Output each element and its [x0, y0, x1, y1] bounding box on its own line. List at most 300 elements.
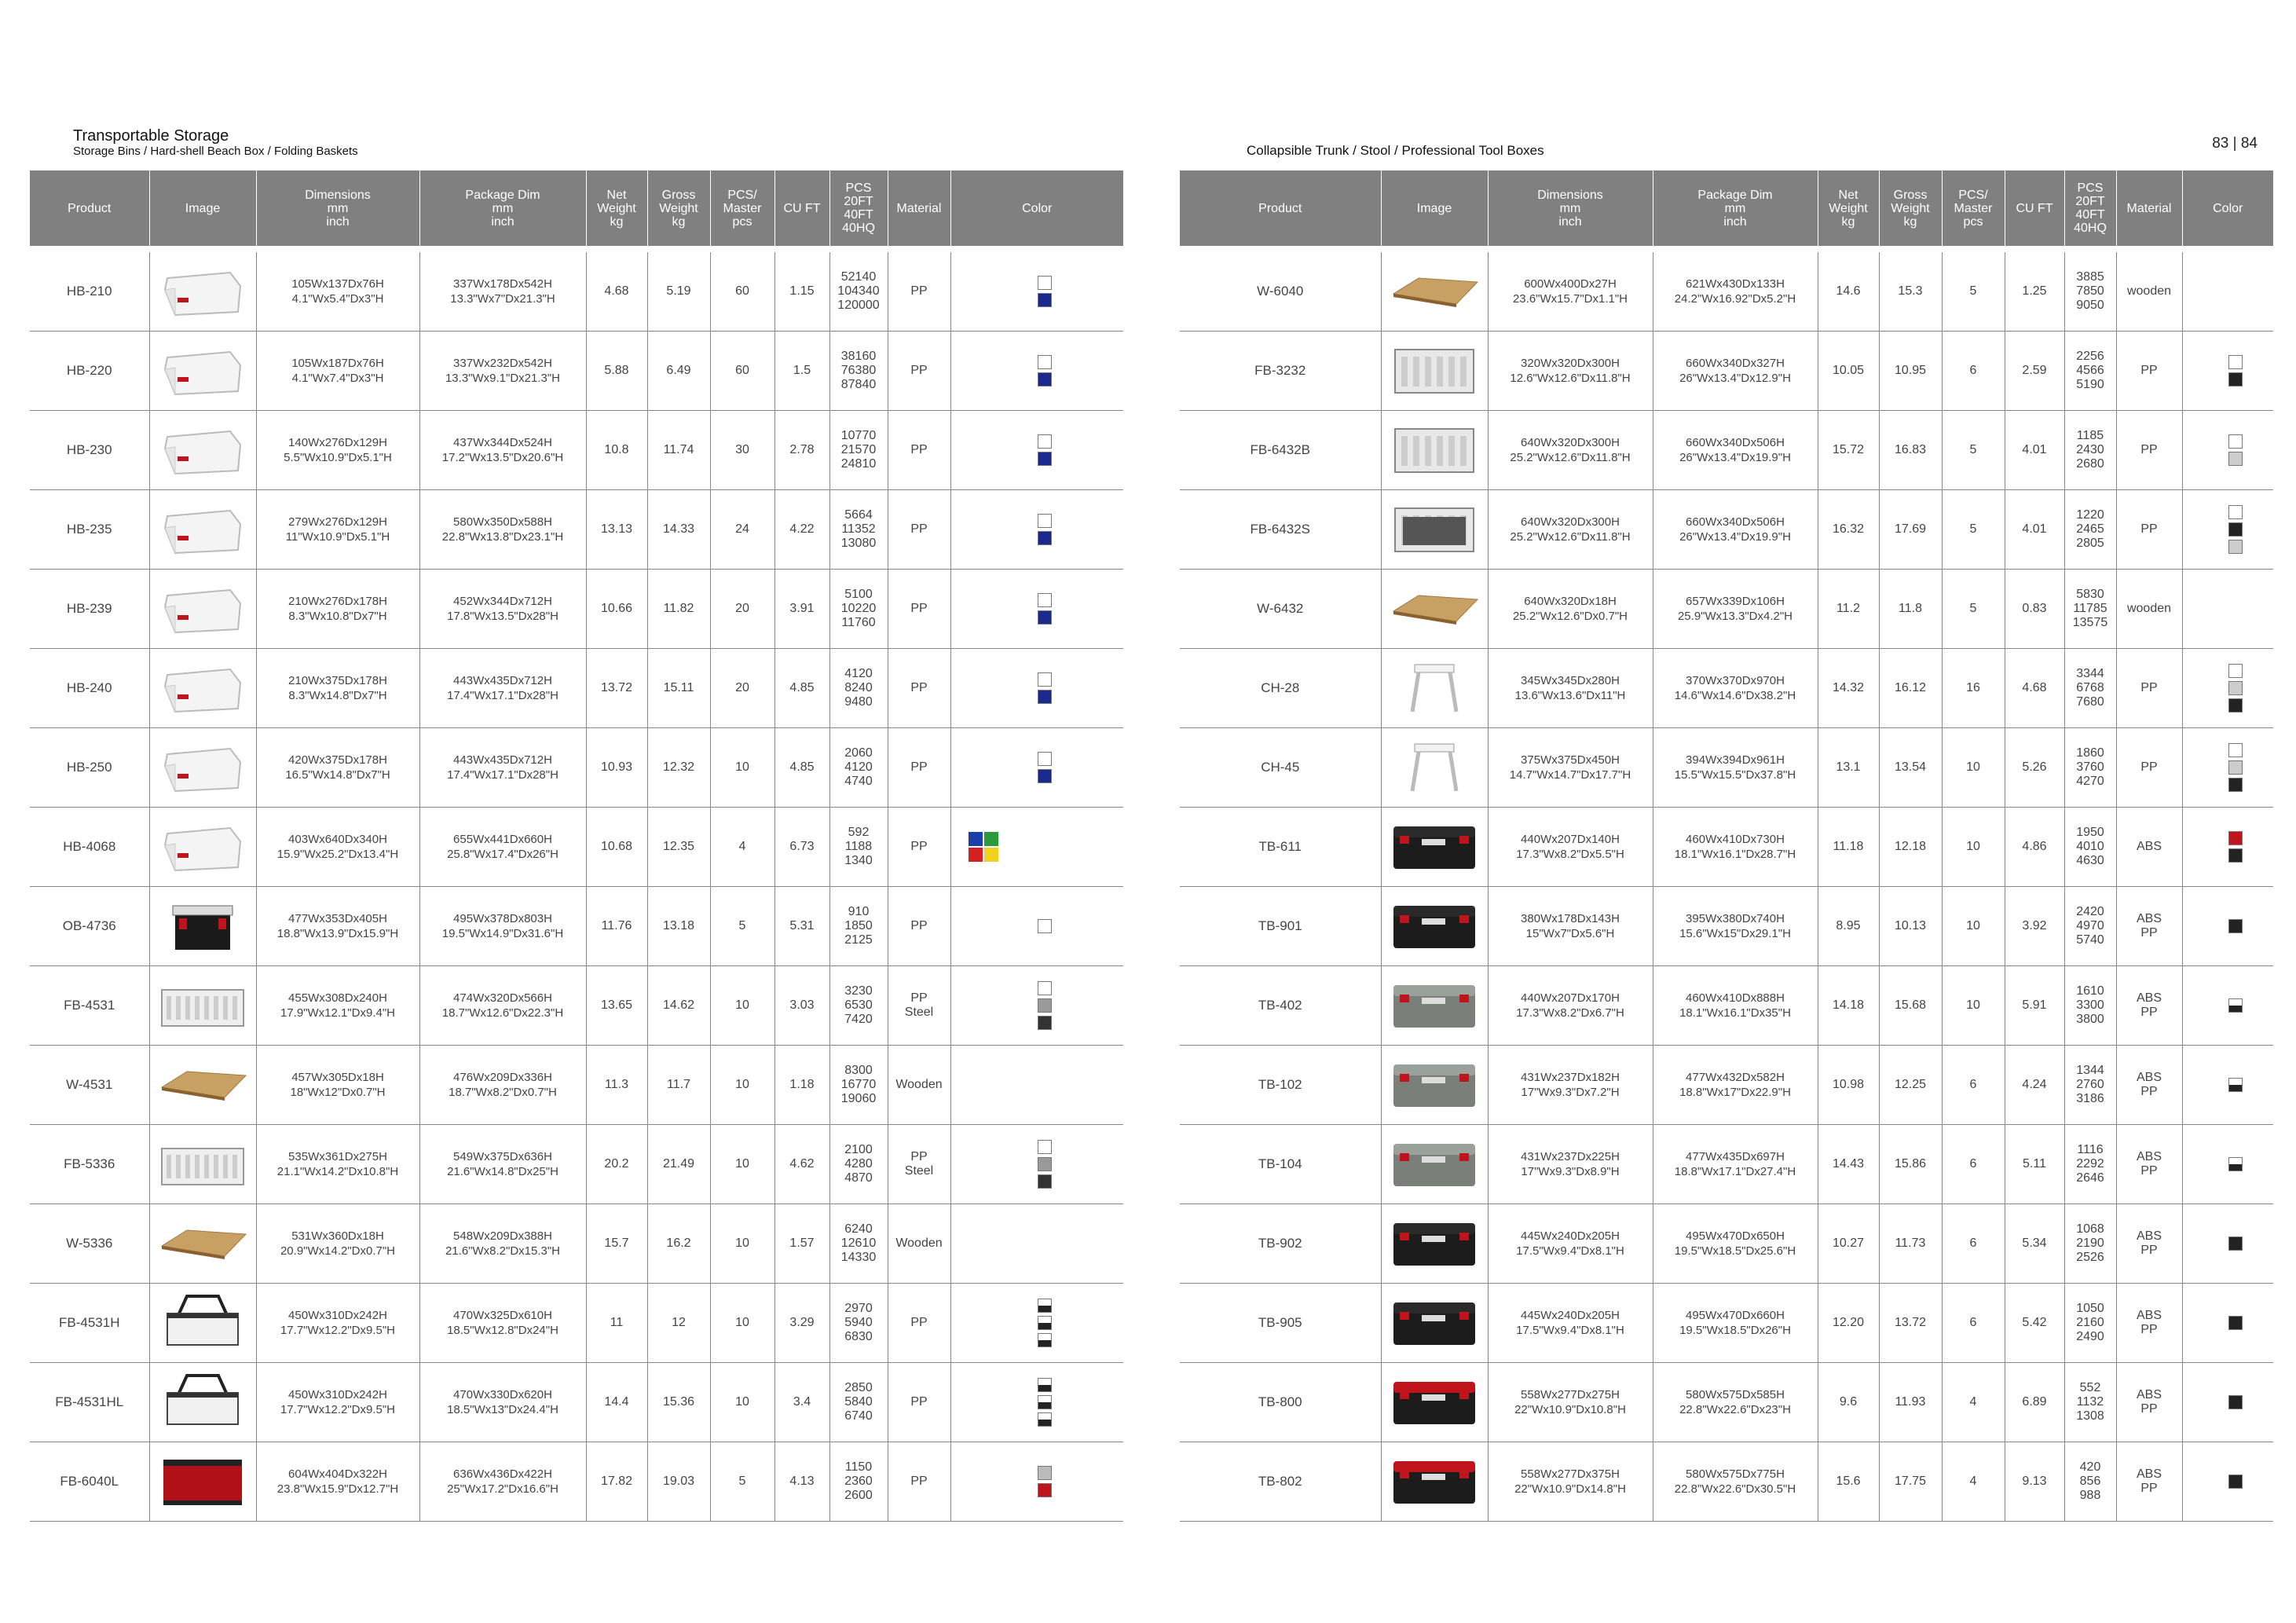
- dimensions-line: 440Wx207Dx170H: [1521, 991, 1620, 1005]
- pcs-container-line: 2465: [2076, 522, 2104, 536]
- wooden-lid-icon: [156, 1052, 250, 1115]
- pcs-container: [2064, 252, 2116, 332]
- color-cell: [2182, 252, 2273, 332]
- toolbox-black-icon: [1387, 893, 1481, 956]
- gross-weight: 14.62: [647, 966, 710, 1046]
- bin-large-white-icon: [156, 814, 250, 877]
- gross-weight: 13.18: [647, 887, 710, 966]
- table-row: [30, 1284, 1123, 1363]
- table-row: [30, 887, 1123, 966]
- table-row: [30, 808, 1123, 887]
- pcs-container-line: 3300: [2076, 998, 2104, 1012]
- pcs-container-line: 11785: [2073, 602, 2107, 615]
- package-dim-line: 660Wx340Dx327H: [1686, 357, 1785, 370]
- dimensions-line: 477Wx353Dx405H: [288, 912, 387, 925]
- pcs-container-line: 6530: [844, 998, 873, 1012]
- package-dim-line: 477Wx432Dx582H: [1686, 1071, 1785, 1084]
- table-row: [1180, 252, 2273, 332]
- product-code: TB-402: [1180, 966, 1381, 1046]
- material: [888, 1125, 950, 1204]
- color-swatch: [2228, 698, 2243, 713]
- material-line: Steel: [904, 1006, 934, 1019]
- dimensions-line: 431Wx237Dx225H: [1521, 1150, 1620, 1163]
- dimensions-line: 17.3"Wx8.2"Dx6.7"H: [1516, 1006, 1624, 1020]
- cuft: 1.18: [774, 1046, 829, 1125]
- pcs-container-line: 5840: [844, 1395, 873, 1409]
- package-dim: [419, 570, 586, 649]
- pcs-container-line: 552: [2079, 1381, 2101, 1394]
- package-dim-line: 22.8"Wx22.6"Dx23"H: [1679, 1403, 1791, 1416]
- package-dim-line: 26"Wx13.4"Dx19.9"H: [1679, 451, 1791, 464]
- pcs-master: 5: [1942, 570, 2005, 649]
- color-cell: [950, 649, 1123, 728]
- section-title: Collapsible Trunk / Stool / Professional Tool Boxes: [1247, 143, 1544, 158]
- pcs-container: [2064, 966, 2116, 1046]
- package-dim: [1653, 411, 1818, 490]
- pcs-container-line: 2430: [2076, 443, 2104, 456]
- gross-weight: 11.7: [647, 1046, 710, 1125]
- material-line: PP: [2140, 1402, 2158, 1416]
- cuft: 5.11: [2005, 1125, 2064, 1204]
- package-dim-line: 25.9"Wx13.3"Dx4.2"H: [1677, 610, 1793, 623]
- package-dim-line: 395Wx380Dx740H: [1686, 912, 1785, 925]
- dimensions: [256, 966, 419, 1046]
- material: [888, 1442, 950, 1522]
- dimensions-line: 640Wx320Dx300H: [1521, 515, 1620, 529]
- package-dim-line: 655Wx441Dx660H: [453, 833, 552, 846]
- col-net-weight: [586, 170, 647, 246]
- package-dim-line: 25.8"Wx17.4"Dx26"H: [447, 848, 558, 861]
- material-line: PP: [910, 681, 928, 694]
- material-line: ABS: [2136, 1388, 2162, 1401]
- dimensions: [256, 252, 419, 332]
- package-dim: [1653, 1204, 1818, 1284]
- material: [2116, 1046, 2182, 1125]
- material: [888, 1284, 950, 1363]
- cuft: 4.01: [2005, 411, 2064, 490]
- cuft: 1.15: [774, 252, 829, 332]
- color-cell: [950, 808, 1123, 887]
- material: [888, 252, 950, 332]
- package-dim-line: 26"Wx13.4"Dx12.9"H: [1679, 372, 1791, 385]
- material-line: PP: [910, 840, 928, 853]
- color-swatch: [2228, 831, 2243, 845]
- package-dim: [419, 649, 586, 728]
- dimensions-line: 431Wx237Dx182H: [1521, 1071, 1620, 1084]
- package-dim: [419, 252, 586, 332]
- net-weight: 20.2: [586, 1125, 647, 1204]
- col-dimensions-label: Dimensions: [1537, 188, 1603, 202]
- product-code: TB-802: [1180, 1442, 1381, 1522]
- pcs-container-line: 2060: [844, 746, 873, 760]
- pcs-container-line: 1950: [2076, 826, 2104, 839]
- material: [888, 966, 950, 1046]
- pcs-master: 10: [1942, 808, 2005, 887]
- color-cell: [950, 1204, 1123, 1284]
- table-row: [30, 252, 1123, 332]
- product-code: W-4531: [30, 1046, 149, 1125]
- product-image: [149, 570, 256, 649]
- col-dimensions: [256, 170, 419, 246]
- material-line: ABS: [2136, 1229, 2162, 1243]
- product-code: FB-6040L: [30, 1442, 149, 1522]
- pcs-container: [2064, 411, 2116, 490]
- col-color-label: Color: [1022, 201, 1053, 215]
- table-row: [1180, 1046, 2273, 1125]
- product-image: [149, 332, 256, 411]
- toolbox-grey-icon: [1387, 1131, 1481, 1194]
- dimensions: [256, 1046, 419, 1125]
- color-cell: [950, 1284, 1123, 1363]
- cuft: 3.4: [774, 1363, 829, 1442]
- pcs-container: [829, 332, 888, 411]
- col-image: [1381, 170, 1488, 246]
- pcs-master: 16: [1942, 649, 2005, 728]
- dimensions: [256, 332, 419, 411]
- pcs-container-line: 1860: [2076, 746, 2104, 760]
- dimensions-line: 15.9"Wx25.2"Dx13.4"H: [276, 848, 399, 861]
- color-swatch: [2228, 1316, 2243, 1330]
- package-dim: [419, 490, 586, 570]
- color-swatches: [953, 980, 1122, 1031]
- pcs-container-line: 3344: [2076, 667, 2104, 680]
- material: [2116, 649, 2182, 728]
- pcs-container-line: 87840: [840, 378, 877, 391]
- package-dim: [419, 1125, 586, 1204]
- product-image: [1381, 570, 1488, 649]
- pcs-container-line: 4120: [844, 667, 873, 680]
- color-swatches: [953, 433, 1122, 467]
- package-dim-line: 19.5"Wx18.5"Dx25.6"H: [1674, 1244, 1796, 1258]
- table-row: [30, 1125, 1123, 1204]
- col-pcs-label: 40FT: [2075, 208, 2105, 222]
- gross-weight: 12.18: [1879, 808, 1942, 887]
- material: [888, 1204, 950, 1284]
- material: [888, 1046, 950, 1125]
- dimensions-line: 457Wx305Dx18H: [291, 1071, 384, 1084]
- material-line: PP: [2140, 1085, 2158, 1098]
- cuft: 3.03: [774, 966, 829, 1046]
- pcs-container-line: 1068: [2076, 1222, 2104, 1236]
- gross-weight: 5.19: [647, 252, 710, 332]
- product-code: HB-210: [30, 252, 149, 332]
- material: [2116, 1125, 2182, 1204]
- material: [2116, 1363, 2182, 1442]
- pcs-master: 5: [710, 887, 774, 966]
- net-weight: 10.05: [1818, 332, 1879, 411]
- table-row: [30, 1046, 1123, 1125]
- table-row: [1180, 966, 2273, 1046]
- color-swatch: [1038, 610, 1052, 625]
- toolbox-red-icon: [1387, 1449, 1481, 1511]
- pcs-container-line: 7680: [2076, 695, 2104, 709]
- package-dim: [1653, 252, 1818, 332]
- color-swatch: [1038, 452, 1052, 466]
- cuft: 4.86: [2005, 808, 2064, 887]
- pcs-container-line: 2256: [2076, 350, 2104, 363]
- table-row: [1180, 570, 2273, 649]
- color-swatch: [1038, 752, 1052, 766]
- color-cell: [2182, 411, 2273, 490]
- net-weight: 11.2: [1818, 570, 1879, 649]
- product-image: [1381, 332, 1488, 411]
- product-image: [1381, 1125, 1488, 1204]
- col-pcs-label: 40HQ: [842, 222, 875, 235]
- color-swatches: [2184, 1473, 2272, 1490]
- color-swatches: [2184, 997, 2272, 1014]
- net-weight: 13.65: [586, 966, 647, 1046]
- dimensions-line: 8.3"Wx14.8"Dx7"H: [288, 689, 387, 702]
- material-line: PP: [910, 1150, 928, 1163]
- cuft: 4.13: [774, 1442, 829, 1522]
- material-line: ABS: [2136, 1309, 2162, 1322]
- net-weight: 13.1: [1818, 728, 1879, 808]
- col-pcs-master: [1942, 170, 2005, 246]
- pcs-container-line: 3760: [2076, 760, 2104, 774]
- table-row: [1180, 332, 2273, 411]
- dimensions: [1488, 1046, 1653, 1125]
- color-swatch: [984, 832, 998, 846]
- material: [888, 570, 950, 649]
- package-dim-line: 24.2"Wx16.92"Dx5.2"H: [1674, 292, 1796, 306]
- pcs-container-line: 5940: [844, 1316, 873, 1329]
- package-dim: [419, 728, 586, 808]
- pcs-container-line: 4970: [2076, 919, 2104, 932]
- col-dimensions-label: mm: [327, 201, 349, 215]
- toolbox-black-icon: [1387, 1211, 1481, 1273]
- package-dim: [1653, 1125, 1818, 1204]
- product-image: [149, 1442, 256, 1522]
- color-swatches: [2184, 433, 2272, 467]
- col-material: [888, 170, 950, 246]
- product-code: TB-102: [1180, 1046, 1381, 1125]
- cuft: 5.42: [2005, 1284, 2064, 1363]
- package-dim: [419, 808, 586, 887]
- material-line: ABS: [2136, 1467, 2162, 1481]
- product-code: FB-4531HL: [30, 1363, 149, 1442]
- dimensions: [256, 570, 419, 649]
- color-cell: [950, 1442, 1123, 1522]
- pcs-container-line: 10770: [840, 429, 877, 442]
- pcs-container: [829, 808, 888, 887]
- pcs-master: 4: [710, 808, 774, 887]
- material: [888, 411, 950, 490]
- col-pcs: [829, 170, 888, 246]
- color-swatch: [1038, 1378, 1052, 1392]
- net-weight: 10.27: [1818, 1204, 1879, 1284]
- spacer-row: [1180, 246, 2273, 252]
- col-package-dim-label: inch: [491, 214, 514, 229]
- product-code: FB-5336: [30, 1125, 149, 1204]
- package-dim: [419, 332, 586, 411]
- dimensions-line: 17.5"Wx9.4"Dx8.1"H: [1516, 1324, 1624, 1337]
- cuft: 5.31: [774, 887, 829, 966]
- package-dim-line: 495Wx378Dx803H: [453, 912, 552, 925]
- material: [2116, 1284, 2182, 1363]
- pcs-container-line: 24810: [840, 457, 877, 471]
- pcs-container-line: 1050: [2076, 1302, 2104, 1315]
- material-line: Wooden: [895, 1078, 943, 1091]
- product-code: FB-6432B: [1180, 411, 1381, 490]
- pcs-container-line: 11352: [841, 522, 876, 536]
- product-image: [1381, 808, 1488, 887]
- table-row: [30, 332, 1123, 411]
- color-cell: [950, 1363, 1123, 1442]
- product-code: W-5336: [30, 1204, 149, 1284]
- net-weight: 5.88: [586, 332, 647, 411]
- color-swatch: [1038, 593, 1052, 607]
- color-swatches: [953, 354, 1122, 388]
- pcs-container-line: 6240: [844, 1222, 873, 1236]
- cuft: 4.85: [774, 649, 829, 728]
- dimensions-line: 17.3"Wx8.2"Dx5.5"H: [1516, 848, 1624, 861]
- pcs-container: [2064, 808, 2116, 887]
- dimensions: [1488, 332, 1653, 411]
- product-code: FB-4531H: [30, 1284, 149, 1363]
- pcs-master: 24: [710, 490, 774, 570]
- color-grid: [953, 832, 1122, 862]
- gross-weight: 11.8: [1879, 570, 1942, 649]
- pcs-container: [2064, 332, 2116, 411]
- package-dim: [1653, 728, 1818, 808]
- pcs-container-line: 7850: [2076, 284, 2104, 298]
- pcs-container-line: 5830: [2076, 588, 2104, 601]
- color-cell: [2182, 649, 2273, 728]
- color-swatch: [1038, 293, 1052, 307]
- material-line: PP: [910, 602, 928, 615]
- color-swatch: [2228, 355, 2243, 369]
- col-pcs-label: 20FT: [844, 195, 873, 208]
- pcs-container-line: 1188: [844, 840, 873, 853]
- color-swatch: [2228, 1475, 2243, 1489]
- dimensions: [1488, 411, 1653, 490]
- col-gross-weight-label: Gross: [1893, 188, 1928, 202]
- table-header: [1180, 170, 2273, 246]
- pcs-container: [829, 411, 888, 490]
- dimensions-line: 17.7"Wx12.2"Dx9.5"H: [280, 1403, 396, 1416]
- pcs-master: 5: [1942, 490, 2005, 570]
- dimensions-line: 17.7"Wx12.2"Dx9.5"H: [280, 1324, 396, 1337]
- package-dim-line: 18.5"Wx13"Dx24.4"H: [447, 1403, 558, 1416]
- dimensions-line: 17.9"Wx12.1"Dx9.4"H: [280, 1006, 396, 1020]
- pcs-container-line: 420: [2079, 1460, 2101, 1474]
- pcs-container-line: 3230: [844, 984, 873, 998]
- pcs-master: 5: [1942, 411, 2005, 490]
- color-swatch: [2228, 452, 2243, 466]
- gross-weight: 15.3: [1879, 252, 1942, 332]
- material-line: PP: [2140, 364, 2158, 377]
- pcs-container: [829, 728, 888, 808]
- col-image-label: Image: [1416, 201, 1452, 215]
- package-dim-line: 477Wx435Dx697H: [1686, 1150, 1785, 1163]
- package-dim: [1653, 1442, 1818, 1522]
- table-row: [1180, 1363, 2273, 1442]
- product-image: [149, 966, 256, 1046]
- package-dim-line: 18.8"Wx17"Dx22.9"H: [1679, 1086, 1791, 1099]
- dimensions-line: 4.1"Wx7.4"Dx3"H: [291, 372, 384, 385]
- gross-weight: 6.49: [647, 332, 710, 411]
- dimensions-line: 210Wx276Dx178H: [288, 595, 387, 608]
- color-swatch: [2228, 681, 2243, 695]
- package-dim-line: 452Wx344Dx712H: [453, 595, 552, 608]
- color-swatches: [2184, 1314, 2272, 1332]
- pcs-container-line: 5100: [844, 588, 873, 601]
- net-weight: 11.18: [1818, 808, 1879, 887]
- color-swatch: [1038, 1333, 1052, 1347]
- col-package-dim-label: Package Dim: [465, 188, 540, 202]
- pcs-master: 6: [1942, 1204, 2005, 1284]
- color-swatches: [2184, 830, 2272, 864]
- toolbox-red-icon: [1387, 1369, 1481, 1432]
- color-swatch: [1038, 355, 1052, 369]
- pcs-container: [2064, 649, 2116, 728]
- product-image: [1381, 649, 1488, 728]
- color-swatches: [953, 274, 1122, 309]
- material-line: ABS: [2136, 912, 2162, 925]
- dimensions-line: 20.9"Wx14.2"Dx0.7"H: [280, 1244, 396, 1258]
- net-weight: 14.4: [586, 1363, 647, 1442]
- pcs-container-line: 2420: [2076, 905, 2104, 918]
- col-dimensions-label: inch: [1558, 214, 1582, 229]
- product-code: HB-250: [30, 728, 149, 808]
- col-gross-weight-label: Gross: [661, 188, 696, 202]
- material-line: PP: [2140, 1482, 2158, 1495]
- dimensions: [1488, 490, 1653, 570]
- color-cell: [2182, 332, 2273, 411]
- toolbox-black-icon: [1387, 1290, 1481, 1353]
- material-line: PP: [910, 760, 928, 774]
- package-dim-line: 22.8"Wx13.8"Dx23.1"H: [441, 530, 564, 544]
- col-net-weight-label: Net: [1838, 188, 1858, 202]
- package-dim-line: 18.8"Wx17.1"Dx27.4"H: [1674, 1165, 1796, 1178]
- dimensions-line: 450Wx310Dx242H: [288, 1388, 387, 1401]
- col-package-dim: [1653, 170, 1818, 246]
- material: [2116, 411, 2182, 490]
- color-swatches: [953, 918, 1122, 935]
- table-body: [1180, 246, 2273, 1522]
- dimensions-line: 600Wx400Dx27H: [1524, 277, 1617, 291]
- dimensions-line: 25.2"Wx12.6"Dx11.8"H: [1510, 530, 1631, 544]
- dimensions-line: 140Wx276Dx129H: [288, 436, 387, 449]
- net-weight: 10.98: [1818, 1046, 1879, 1125]
- package-dim-line: 21.6"Wx8.2"Dx15.3"H: [445, 1244, 561, 1258]
- trunk-small-icon: [1387, 338, 1481, 401]
- pcs-container-line: 19060: [840, 1092, 877, 1105]
- gross-weight: 19.03: [647, 1442, 710, 1522]
- col-package-dim-label: inch: [1723, 214, 1747, 229]
- dimensions-line: 558Wx277Dx375H: [1521, 1467, 1620, 1481]
- pcs-container-line: 988: [2079, 1489, 2101, 1502]
- package-dim-line: 17.8"Wx13.5"Dx28"H: [447, 610, 558, 623]
- table-row: [1180, 1442, 2273, 1522]
- col-net-weight-label: Weight: [1829, 201, 1868, 215]
- color-swatches: [953, 750, 1122, 785]
- package-dim-line: 337Wx232Dx542H: [453, 357, 552, 370]
- col-image-label: Image: [185, 201, 221, 215]
- cuft: 1.25: [2005, 252, 2064, 332]
- product-code: W-6432: [1180, 570, 1381, 649]
- material-line: PP: [910, 1475, 928, 1488]
- color-swatch: [1038, 514, 1052, 528]
- pcs-container: [2064, 1442, 2116, 1522]
- package-dim-line: 17.4"Wx17.1"Dx28"H: [447, 689, 558, 702]
- gross-weight: 10.13: [1879, 887, 1942, 966]
- pcs-container-line: 4740: [844, 775, 873, 788]
- material-line: PP: [2140, 1006, 2158, 1019]
- package-dim-line: 394Wx394Dx961H: [1686, 753, 1785, 767]
- pcs-container-line: 2600: [844, 1489, 873, 1502]
- table-row: [1180, 887, 2273, 966]
